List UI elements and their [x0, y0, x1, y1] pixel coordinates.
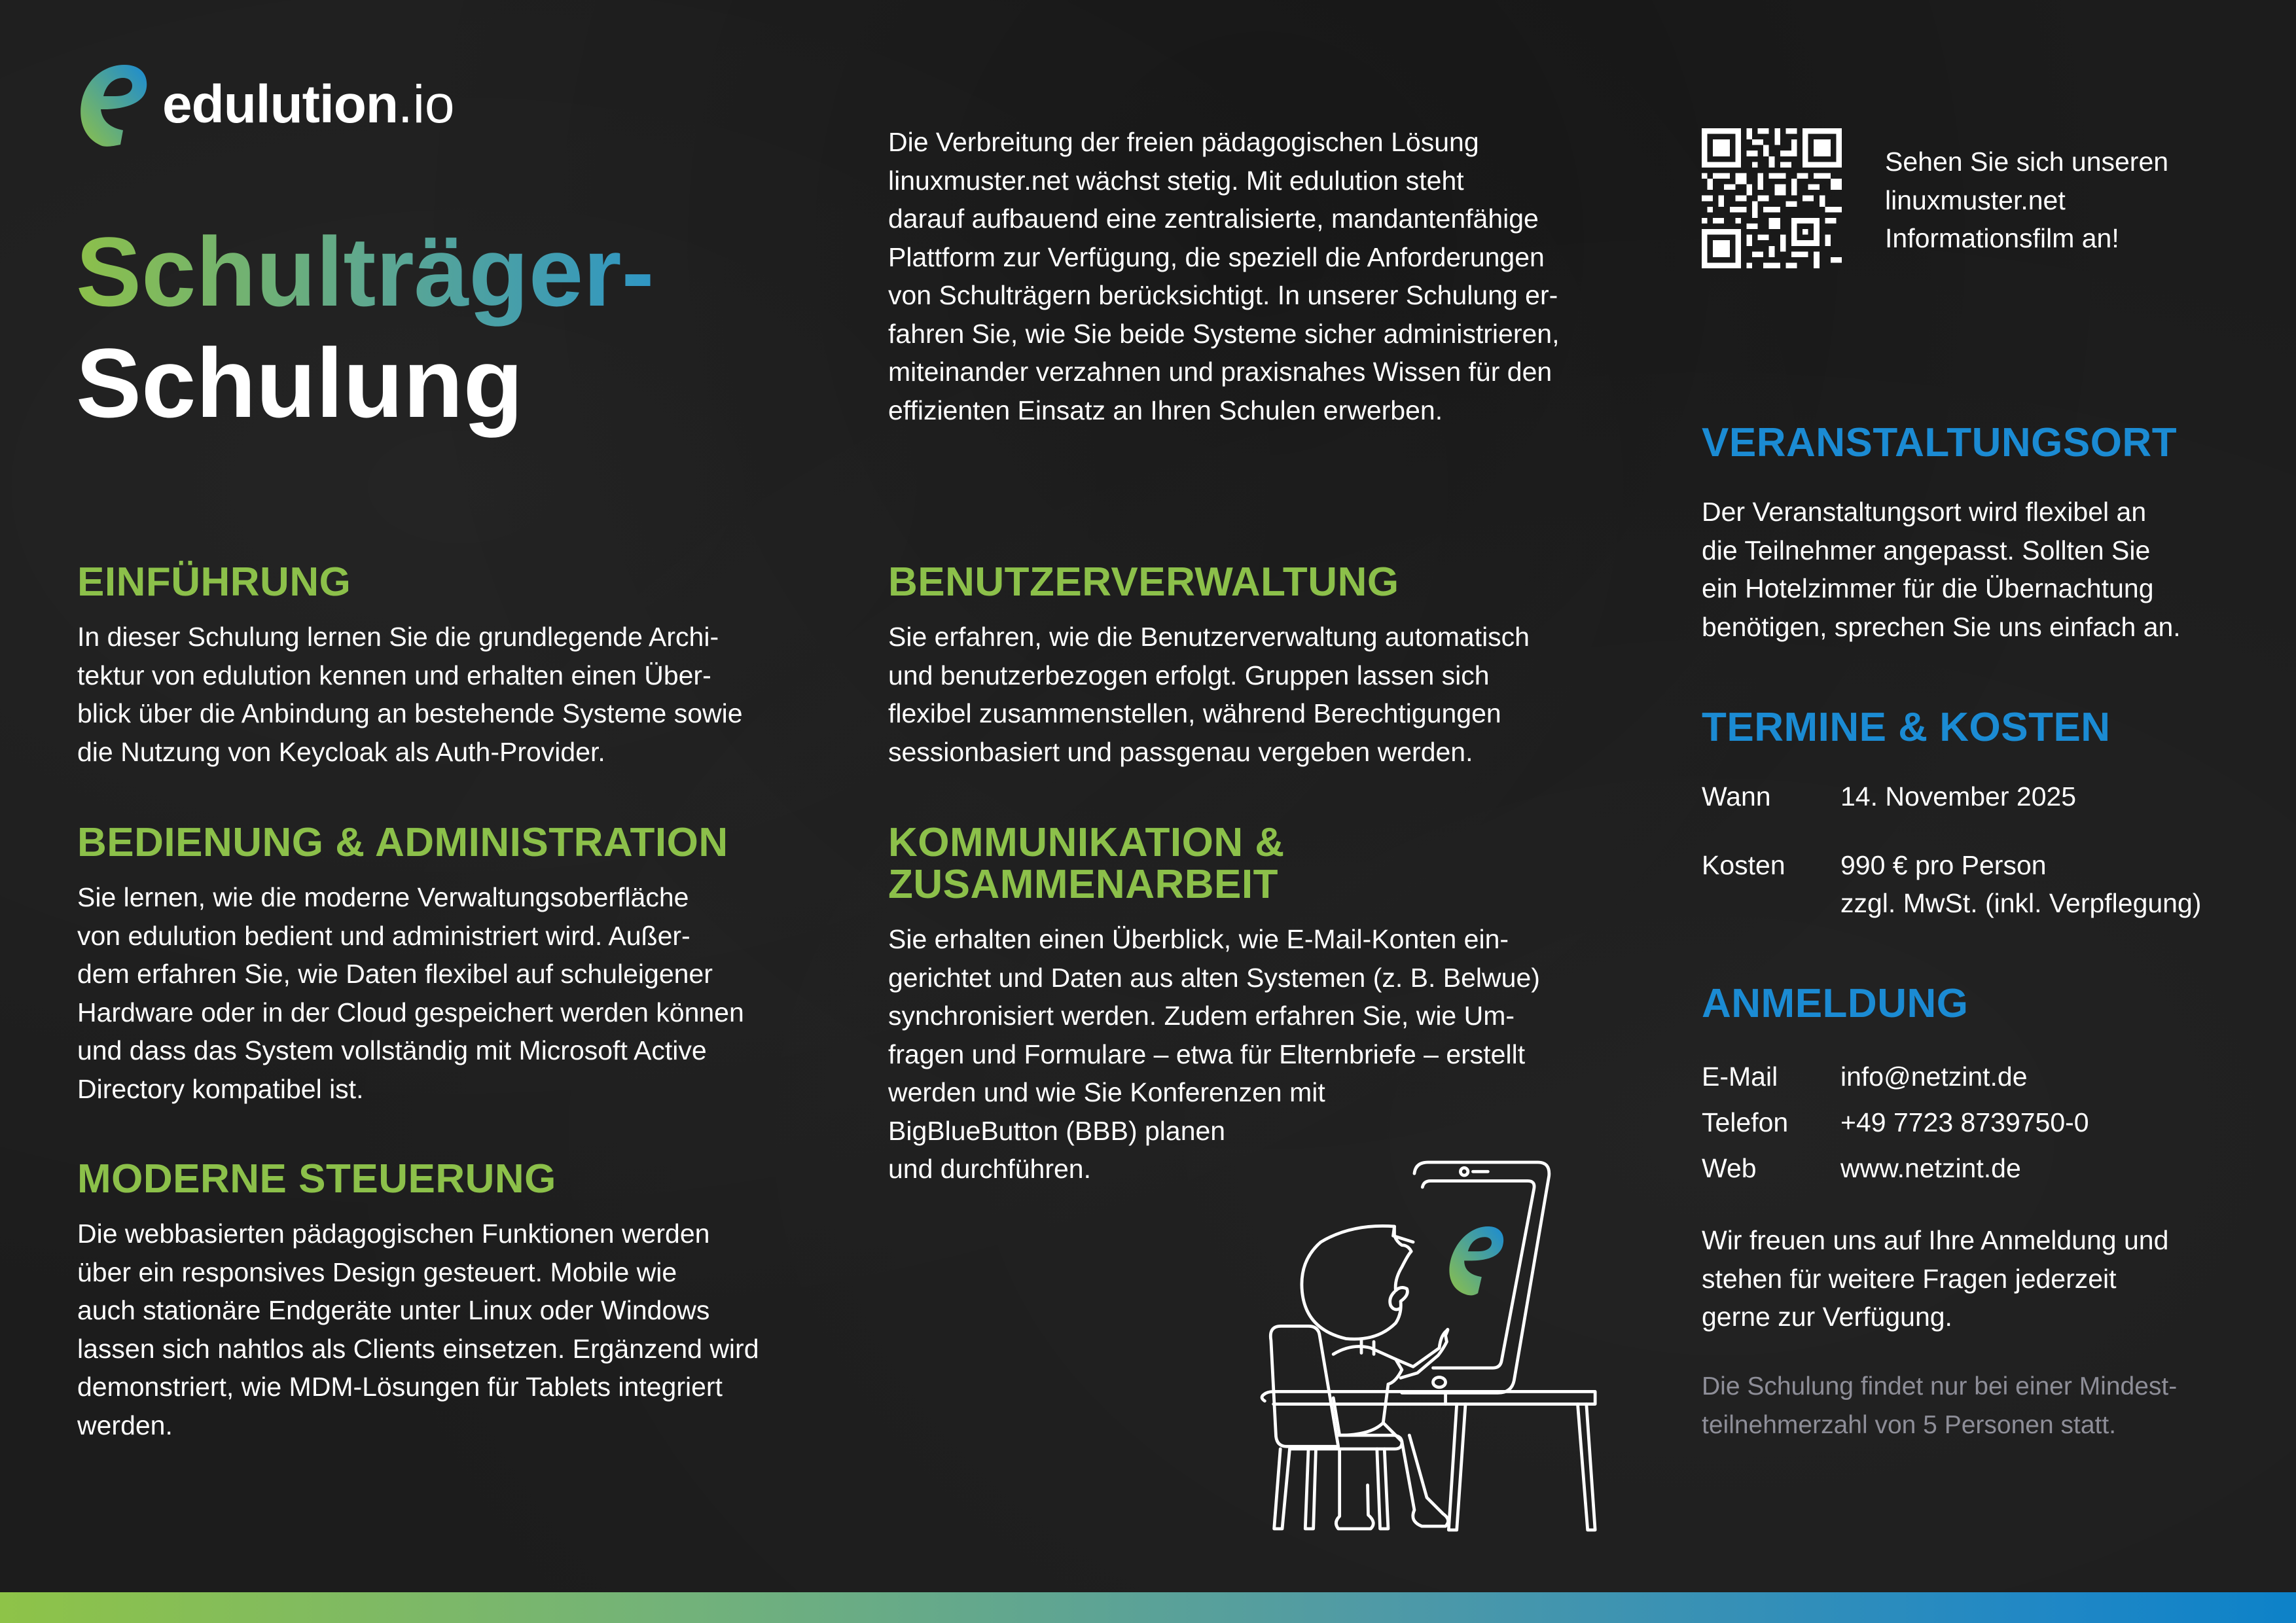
section-line: Sie lernen, wie die moderne Verwaltungsoberfläche [77, 882, 689, 912]
section-benutzerverwaltung [888, 562, 1608, 771]
section-line: benötigen, sprechen Sie uns einfach an. [1702, 611, 2181, 642]
section-heading: ANMELDUNG [1702, 981, 1969, 1026]
intro-line: linuxmuster.net wächst stetig. Mit edulution steht [888, 165, 1464, 196]
cost-value [1840, 846, 2265, 923]
section-heading: MODERNE STEUERUNG [77, 1156, 556, 1202]
qr-caption [1885, 143, 2225, 258]
cost-row [1702, 846, 2265, 923]
email-row [1702, 1054, 2265, 1099]
section-heading [888, 822, 1608, 906]
section-heading: EINFÜHRUNG [77, 560, 351, 605]
section-line: fragen und Formulare – etwa für Elternbriefe – erstellt [888, 1039, 1526, 1069]
section-line: Directory kompatibel ist. [77, 1073, 364, 1104]
brand-name: edulution [162, 75, 398, 134]
brand-tld: .io [397, 75, 455, 134]
section-line: BigBlueButton (BBB) planen [888, 1115, 1226, 1146]
phone-row [1702, 1099, 2265, 1145]
section-heading-line: ZUSAMMENARBEIT [888, 862, 1278, 907]
child-at-tablet-illustration [1244, 1149, 1610, 1541]
intro-line: miteinander verzahnen und praxisnahes Wissen für den [888, 357, 1552, 387]
section-line: ein Hotelzimmer für die Übernachtung [1702, 573, 2154, 603]
section-heading: BEDIENUNG & ADMINISTRATION [77, 820, 728, 865]
brand-logo [77, 62, 455, 147]
bottom-gradient-bar [0, 1592, 2296, 1623]
cost-label: Kosten [1702, 849, 1785, 880]
section-line: dem erfahren Sie, wie Daten flexibel auf schuleigener [77, 959, 713, 989]
note-line: teilnehmerzahl von 5 Personen statt. [1702, 1410, 2117, 1439]
web-row [1702, 1145, 2265, 1191]
web-link[interactable]: www.netzint.de [1840, 1153, 2021, 1183]
qr-caption-line: linuxmuster.net [1885, 185, 2066, 215]
section-einfuehrung [77, 562, 797, 771]
section-line: sessionbasiert und passgenau vergeben werden. [888, 736, 1473, 767]
intro-line: fahren Sie, wie Sie beide Systeme sicher administrieren, [888, 318, 1560, 349]
closing-line: stehen für weitere Fragen jederzeit [1702, 1263, 2117, 1294]
intro-line: effizienten Einsatz an Ihren Schulen erwerben. [888, 395, 1443, 425]
qr-caption-line: Informationsfilm an! [1885, 223, 2119, 253]
section-line: synchronisiert werden. Zudem erfahren Sie, wie Um- [888, 1001, 1515, 1031]
section-line: die Teilnehmer angepasst. Sollten Sie [1702, 535, 2151, 565]
cost-value-line: 990 € pro Person [1840, 849, 2047, 880]
intro-line: darauf aufbauend eine zentralisierte, mandantenfähige [888, 204, 1539, 234]
section-line: Sie erhalten einen Überblick, wie E-Mail-Konten ein- [888, 924, 1509, 954]
minimum-participants-note [1702, 1368, 2265, 1444]
section-line: und benutzerbezogen erfolgt. Gruppen lassen sich [888, 660, 1490, 690]
edulution-e-icon [77, 62, 149, 147]
section-termine-kosten [1702, 707, 2265, 923]
cost-value-line: zzgl. MwSt. (inkl. Verpflegung) [1840, 888, 2202, 918]
title-line-2: Schulung [76, 328, 524, 438]
date-value: 14. November 2025 [1840, 781, 2077, 812]
section-kommunikation [888, 822, 1608, 1188]
web-label: Web [1702, 1153, 1757, 1183]
closing-paragraph [1702, 1221, 2265, 1336]
section-line: flexibel zusammenstellen, während Berechtigungen [888, 698, 1501, 728]
intro-line: von Schulträgern berücksichtigt. In unserer Schulung er- [888, 280, 1558, 310]
section-line: blick über die Anbindung an bestehende Systeme sowie [77, 698, 743, 728]
section-veranstaltungsort [1702, 422, 2265, 646]
section-line: demonstriert, wie MDM-Lösungen für Tablets integriert [77, 1372, 723, 1402]
closing-line: Wir freuen uns auf Ihre Anmeldung und [1702, 1225, 2169, 1255]
section-bedienung [77, 822, 797, 1108]
section-moderne-steuerung [77, 1158, 797, 1444]
section-line: und durchführen. [888, 1154, 1092, 1184]
section-line: Sie erfahren, wie die Benutzerverwaltung automatisch [888, 622, 1530, 652]
email-link[interactable]: info@netzint.de [1840, 1061, 2028, 1092]
intro-line: Die Verbreitung der freien pädagogischen Lösung [888, 127, 1479, 157]
section-line: von edulution bedient und administriert wird. Außer- [77, 920, 691, 951]
date-row [1702, 777, 2265, 816]
section-anmeldung [1702, 983, 2265, 1191]
section-heading: BENUTZERVERWALTUNG [888, 560, 1399, 605]
section-line: die Nutzung von Keycloak als Auth-Provider. [77, 736, 605, 767]
section-heading: TERMINE & KOSTEN [1702, 705, 2111, 750]
section-heading-line: KOMMUNIKATION & [888, 820, 1285, 865]
section-line: und dass das System vollständig mit Microsoft Active [77, 1035, 707, 1065]
date-label: Wann [1702, 781, 1771, 812]
section-line: auch stationäre Endgeräte unter Linux oder Windows [77, 1295, 710, 1325]
section-line: tektur von edulution kennen und erhalten einen Über- [77, 660, 711, 690]
qr-code-icon[interactable] [1702, 128, 1842, 268]
section-line: werden. [77, 1410, 173, 1440]
section-line: Hardware oder in der Cloud gespeichert werden können [77, 997, 744, 1027]
phone-link[interactable]: +49 7723 8739750-0 [1840, 1107, 2089, 1137]
note-line: Die Schulung findet nur bei einer Mindest- [1702, 1372, 2178, 1400]
page-title [76, 216, 655, 438]
email-label: E-Mail [1702, 1061, 1778, 1092]
section-line: In dieser Schulung lernen Sie die grundlegende Archi- [77, 622, 719, 652]
section-line: gerichtet und Daten aus alten Systemen (z. B. Belwue) [888, 962, 1540, 993]
intro-paragraph [888, 123, 1608, 429]
section-heading: VERANSTALTUNGSORT [1702, 420, 2178, 465]
section-line: Die webbasierten pädagogischen Funktionen werden [77, 1219, 710, 1249]
phone-label: Telefon [1702, 1107, 1789, 1137]
closing-line: gerne zur Verfügung. [1702, 1302, 1952, 1332]
qr-caption-line: Sehen Sie sich unseren [1885, 147, 2169, 177]
section-line: über ein responsives Design gesteuert. Mobile wie [77, 1257, 677, 1287]
section-line: Der Veranstaltungsort wird flexibel an [1702, 497, 2147, 527]
title-line-1: Schulträger- [76, 217, 655, 327]
section-line: werden und wie Sie Konferenzen mit [888, 1077, 1325, 1107]
section-line: lassen sich nahtlos als Clients einsetzen. Ergänzend wird [77, 1333, 759, 1364]
intro-line: Plattform zur Verfügung, die speziell die Anforderungen [888, 241, 1545, 272]
